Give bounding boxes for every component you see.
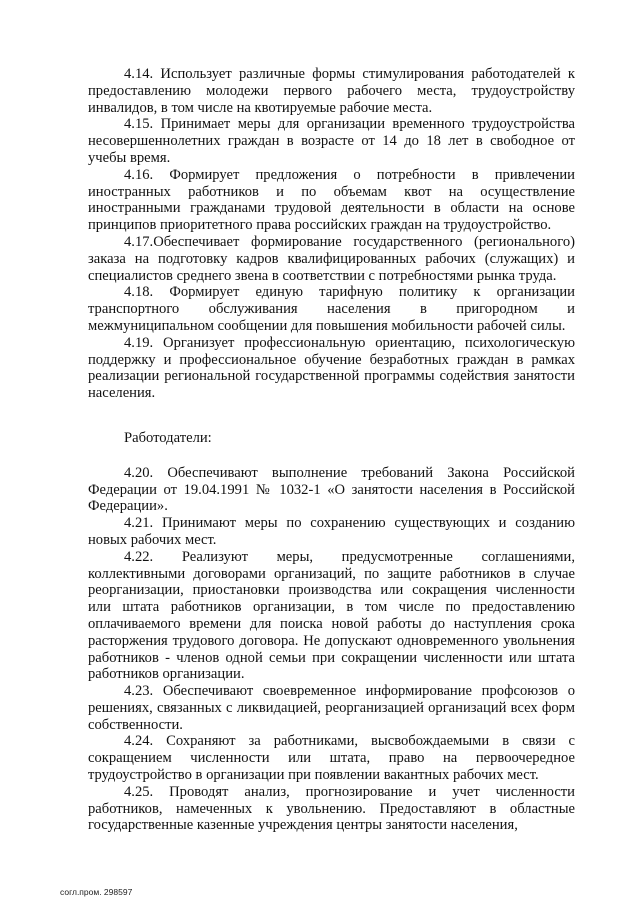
paragraph-4-14: 4.14. Использует различные формы стимулирования работодателей к предоставлению молодежи первого рабочего места, трудоустройству инвалидов, в том числе на квотируемые рабочие места. [88, 66, 575, 116]
paragraph-4-22: 4.22. Реализуют меры, предусмотренные соглашениями, коллективными договорами организаций, по защите работников в случае реорганизации, приостановки производства или сокращения численности или штата работников организации, в том числе по предоставлению оплачиваемого времени для поиска новой работы до наступления срока расторжения трудового договора. Не допускают одновременного увольнения работников - членов одной семьи при сокращении численности или штата работников организации. [88, 548, 575, 683]
section-heading-employers: Работодатели: [124, 429, 212, 446]
paragraph-4-15: 4.15. Принимает меры для организации временного трудоустройства несовершеннолетних граждан в возрасте от 14 до 18 лет в свободное от учебы время. [88, 116, 575, 166]
paragraph-4-17: 4.17.Обеспечивает формирование государственного (регионального) заказа на подготовку кадров квалифицированных рабочих (служащих) и специалистов среднего звена в соответствии с потребностями рынка труда. [88, 233, 575, 284]
paragraph-4-25: 4.25. Проводят анализ, прогнозирование и учет численности работников, намеченных к увольнению. Предоставляют в областные государственные казенные учреждения центры занятости населения, [88, 783, 575, 834]
footer-reference: согл.пром. 298597 [60, 887, 133, 897]
paragraph-4-16: 4.16. Формирует предложения о потребности в привлечении иностранных работников и по объемам квот на осуществление иностранными гражданами трудовой деятельности в области на основе принципов приоритетного права российских граждан на трудоустройство. [88, 166, 575, 234]
paragraph-4-20: 4.20. Обеспечивают выполнение требований Закона Российской Федерации от 19.04.1991 № 1032-1 «О занятости населения в Российской Федерации». [88, 464, 575, 515]
paragraph-4-21: 4.21. Принимают меры по сохранению существующих и созданию новых рабочих мест. [88, 515, 575, 548]
paragraph-4-23: 4.23. Обеспечивают своевременное информирование профсоюзов о решениях, связанных с ликвидацией, реорганизацией организаций всех форм собственности. [88, 683, 575, 733]
paragraph-4-24: 4.24. Сохраняют за работниками, высвобождаемыми в связи с сокращением численности или штата, право на первоочередное трудоустройство в организации при появлении вакантных рабочих мест. [88, 733, 575, 784]
paragraph-4-19: 4.19. Организует профессиональную ориентацию, психологическую поддержку и профессиональное обучение безработных граждан в рамках реализации региональной государственной программы содействия занятости населения. [88, 334, 575, 402]
document-page [88, 66, 575, 834]
paragraph-4-18: 4.18. Формирует единую тарифную политику к организации транспортного обслуживания населения в пригородном и межмуниципальном сообщении для повышения мобильности рабочей силы. [88, 284, 575, 334]
